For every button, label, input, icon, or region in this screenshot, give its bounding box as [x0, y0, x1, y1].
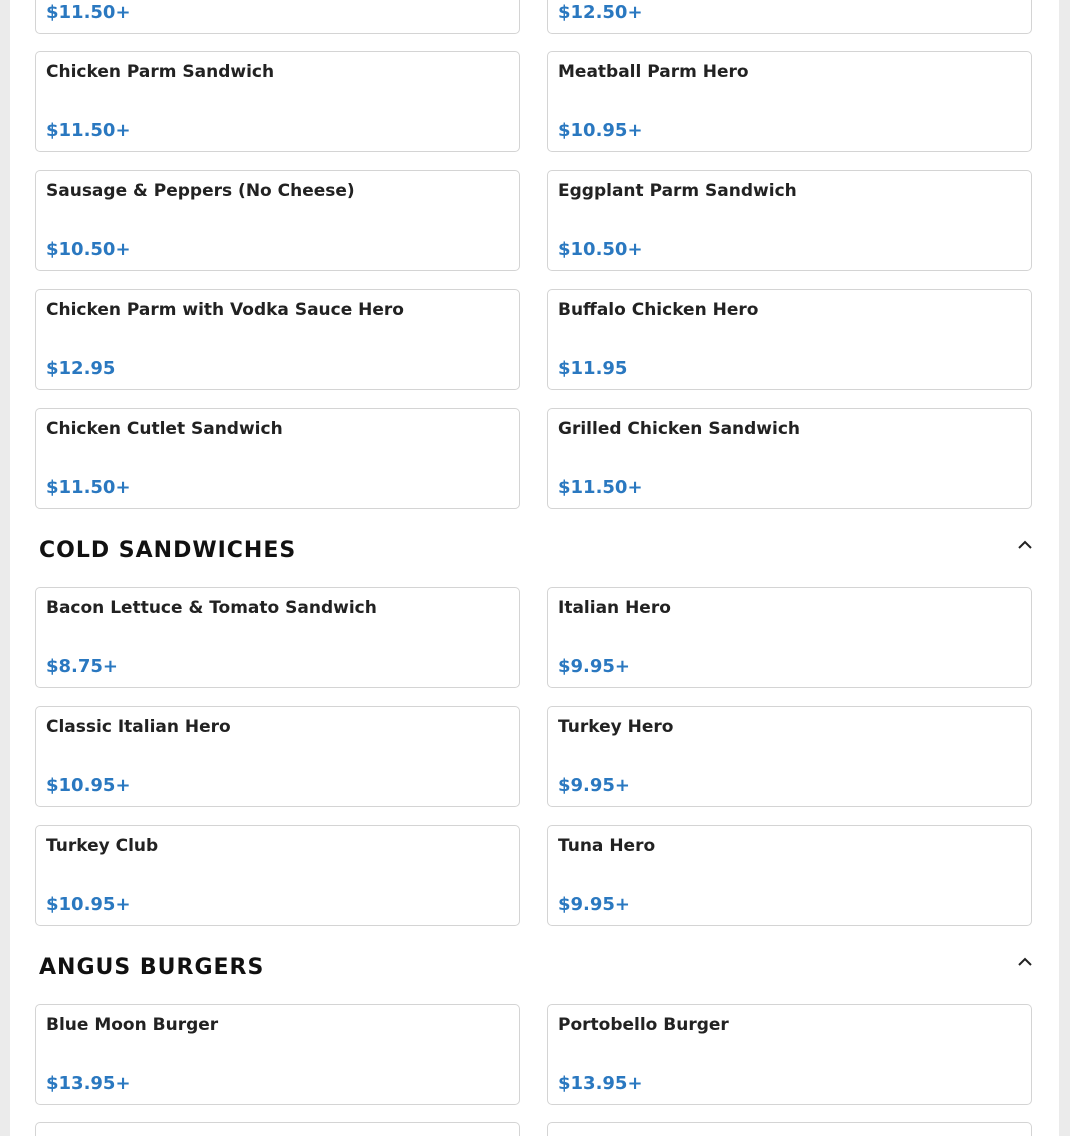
- menu-item-price: $11.50+: [46, 2, 131, 23]
- menu-item-name: Italian Hero: [558, 598, 671, 618]
- menu-item-name: Turkey Hero: [558, 717, 674, 737]
- menu-item-name: Grilled Chicken Sandwich: [558, 419, 801, 439]
- menu-item-card[interactable]: [547, 51, 1032, 152]
- menu-item-name: Turkey Club: [46, 836, 159, 856]
- menu-item-card[interactable]: [547, 1122, 1032, 1136]
- menu-item-price: $12.50+: [558, 2, 643, 23]
- menu-item-price: $10.50+: [558, 239, 643, 260]
- menu-item-price: $13.95+: [46, 1073, 131, 1094]
- menu-item-name: Tuna Hero: [558, 836, 656, 856]
- menu-item-card[interactable]: [547, 170, 1032, 271]
- menu-page: [10, 0, 1059, 1136]
- menu-item-price: $10.50+: [46, 239, 131, 260]
- menu-item-card[interactable]: [35, 0, 520, 34]
- menu-item-price: $13.95+: [558, 1073, 643, 1094]
- menu-item-name: Eggplant Parm Sandwich: [558, 181, 797, 201]
- chevron-up-icon[interactable]: [1014, 951, 1036, 973]
- menu-item-name: Meatball Parm Hero: [558, 62, 749, 82]
- menu-item-price: $11.50+: [46, 477, 131, 498]
- menu-item-card[interactable]: [35, 706, 520, 807]
- menu-item-card[interactable]: [35, 587, 520, 688]
- menu-item-card[interactable]: [547, 289, 1032, 390]
- menu-item-price: $8.75+: [46, 656, 119, 677]
- menu-item-name: Classic Italian Hero: [46, 717, 231, 737]
- chevron-up-icon[interactable]: [1014, 534, 1036, 556]
- menu-item-card[interactable]: [35, 1122, 520, 1136]
- menu-item-card[interactable]: [35, 51, 520, 152]
- menu-item-name: Buffalo Chicken Hero: [558, 300, 759, 320]
- menu-item-name: Sausage & Peppers (No Cheese): [46, 181, 355, 201]
- menu-item-card[interactable]: [35, 170, 520, 271]
- menu-item-card[interactable]: [547, 1004, 1032, 1105]
- menu-item-name: Bacon Lettuce & Tomato Sandwich: [46, 598, 377, 618]
- menu-item-card[interactable]: [547, 825, 1032, 926]
- menu-item-name: Blue Moon Burger: [46, 1015, 219, 1035]
- menu-item-card[interactable]: [35, 1004, 520, 1105]
- menu-item-card[interactable]: [547, 587, 1032, 688]
- menu-item-price: $10.95+: [558, 120, 643, 141]
- menu-item-price: $10.95+: [46, 894, 131, 915]
- menu-item-card[interactable]: [547, 0, 1032, 34]
- menu-item-price: $11.95: [558, 358, 628, 379]
- menu-item-name: Portobello Burger: [558, 1015, 729, 1035]
- menu-item-price: $11.50+: [46, 120, 131, 141]
- menu-item-name: Chicken Parm Sandwich: [46, 62, 275, 82]
- section-title-angus-burgers: ANGUS BURGERS: [39, 955, 265, 980]
- menu-item-card[interactable]: [547, 706, 1032, 807]
- menu-item-name: Chicken Parm with Vodka Sauce Hero: [46, 300, 404, 320]
- menu-item-card[interactable]: [35, 825, 520, 926]
- menu-item-price: $9.95+: [558, 775, 631, 796]
- menu-item-price: $9.95+: [558, 656, 631, 677]
- menu-item-name: Chicken Cutlet Sandwich: [46, 419, 283, 439]
- section-title-cold-sandwiches: COLD SANDWICHES: [39, 538, 297, 563]
- menu-item-card[interactable]: [35, 408, 520, 509]
- menu-item-card[interactable]: [35, 289, 520, 390]
- menu-item-price: $9.95+: [558, 894, 631, 915]
- menu-item-price: $11.50+: [558, 477, 643, 498]
- menu-item-card[interactable]: [547, 408, 1032, 509]
- menu-item-price: $10.95+: [46, 775, 131, 796]
- menu-item-price: $12.95: [46, 358, 116, 379]
